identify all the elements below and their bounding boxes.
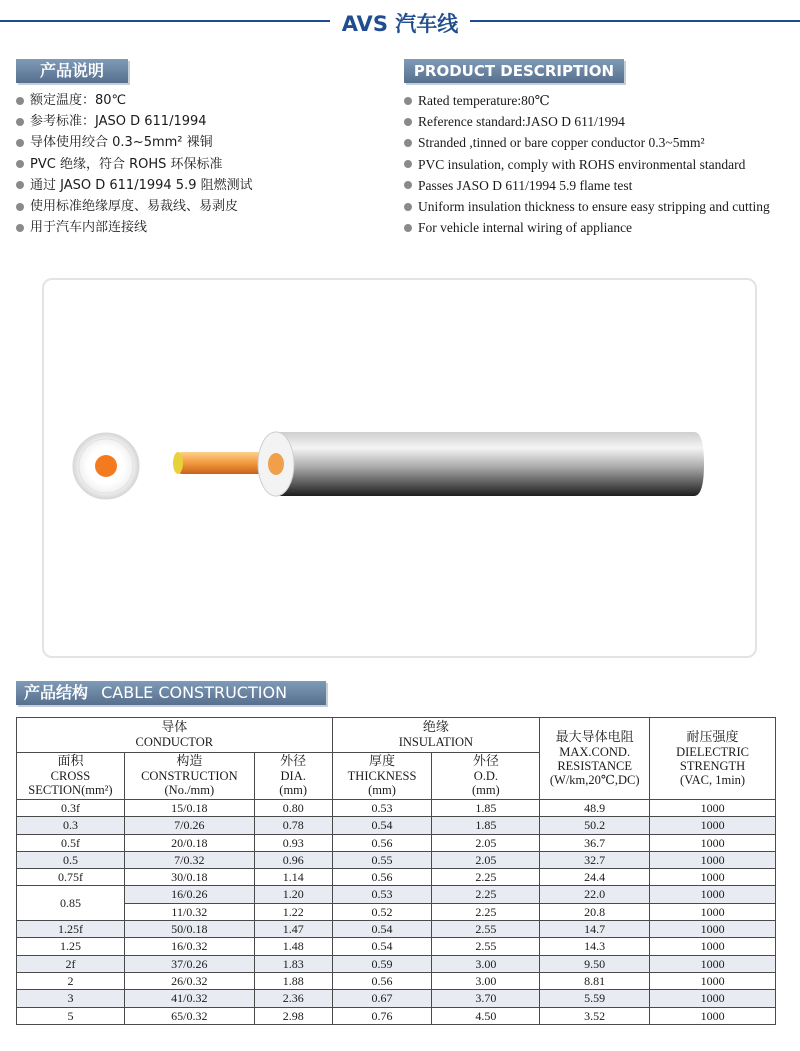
en-description-header: PRODUCT DESCRIPTION <box>404 59 624 83</box>
construction-header <box>16 681 326 705</box>
list-item: For vehicle internal wiring of appliance <box>404 217 770 238</box>
list-item: Uniform insulation thickness to ensure easy stripping and cutting <box>404 196 770 217</box>
bullet-icon <box>16 160 24 168</box>
resistance-header: 最大导体电阻 MAX.COND. RESISTANCE (W/km,20℃,DC) <box>540 718 650 800</box>
bullet-icon <box>16 118 24 126</box>
bullet-icon <box>16 97 24 105</box>
table-row: 0.85 16/0.26 1.20 0.53 2.25 22.0 1000 <box>17 886 776 903</box>
list-item: PVC 绝缘，符合 ROHS 环保标准 <box>16 154 253 175</box>
table-row: 11/0.32 1.22 0.52 2.25 20.8 1000 <box>17 903 776 920</box>
cn-description-header: 产品说明 <box>16 59 128 83</box>
bullet-icon <box>404 160 412 168</box>
table-row: 1.25 16/0.32 1.48 0.54 2.55 14.3 1000 <box>17 938 776 955</box>
table-row: 2 26/0.32 1.88 0.56 3.00 8.81 1000 <box>17 972 776 989</box>
list-item: 参考标准：JASO D 611/1994 <box>16 111 253 132</box>
conductor-group-header: 导体 CONDUCTOR <box>17 718 333 753</box>
list-item: 使用标准绝缘厚度、易裁线、易剥皮 <box>16 196 253 217</box>
bullet-icon <box>404 118 412 126</box>
construction-header-cn: 产品结构 <box>24 683 89 702</box>
list-item: Rated temperature:80℃ <box>404 90 770 111</box>
table-row: 0.5f 20/0.18 0.93 0.56 2.05 36.7 1000 <box>17 834 776 851</box>
bullet-icon <box>404 181 412 189</box>
bullet-icon <box>404 139 412 147</box>
table-header-row <box>17 718 776 753</box>
table-row: 5 65/0.32 2.98 0.76 4.50 3.52 1000 <box>17 1007 776 1024</box>
list-item: 导体使用绞合 0.3~5mm² 裸铜 <box>16 132 253 153</box>
bullet-icon <box>404 97 412 105</box>
list-item: Reference standard:JASO D 611/1994 <box>404 111 770 132</box>
table-row: 2f 37/0.26 1.83 0.59 3.00 9.50 1000 <box>17 955 776 972</box>
strength-header: 耐压强度 DIELECTRIC STRENGTH (VAC, 1min) <box>650 718 776 800</box>
bullet-icon <box>16 224 24 232</box>
od-column-header: 外径 O.D. (mm) <box>432 753 540 800</box>
insulation-group-header: 绝缘 INSULATION <box>332 718 540 753</box>
cable-illustration <box>44 280 755 656</box>
list-item: 用于汽车内部连接线 <box>16 217 253 238</box>
bullet-icon <box>404 203 412 211</box>
pvc-jacket <box>258 432 704 496</box>
table-row: 0.5 7/0.32 0.96 0.55 2.05 32.7 1000 <box>17 851 776 868</box>
list-item: Stranded ,tinned or bare copper conductor 0.3~5mm² <box>404 132 770 153</box>
table-row: 0.3f 15/0.18 0.80 0.53 1.85 48.9 1000 <box>17 800 776 817</box>
table-row: 0.75f 30/0.18 1.14 0.56 2.25 24.4 1000 <box>17 869 776 886</box>
bullet-icon <box>404 224 412 232</box>
list-item: Passes JASO D 611/1994 5.9 flame test <box>404 175 770 196</box>
table-row: 3 41/0.32 2.36 0.67 3.70 5.59 1000 <box>17 990 776 1007</box>
bullet-icon <box>16 139 24 147</box>
dia-column-header: 外径 DIA. (mm) <box>254 753 332 800</box>
cable-cross-section <box>73 433 139 499</box>
bullet-icon <box>16 203 24 211</box>
construction-header-en: CABLE CONSTRUCTION <box>101 683 288 702</box>
list-item: 额定温度：80℃ <box>16 90 253 111</box>
en-description-list <box>404 90 770 238</box>
bullet-icon <box>16 181 24 189</box>
page-title: AVS 汽车线 <box>341 12 459 36</box>
table-row: 1.25f 50/0.18 1.47 0.54 2.55 14.7 1000 <box>17 921 776 938</box>
section-column-header: 面积 CROSS SECTION(mm²) <box>17 753 125 800</box>
cn-description-list <box>16 90 253 238</box>
cable-construction-table <box>16 717 776 1025</box>
list-item: PVC insulation, comply with ROHS environmental standard <box>404 154 770 175</box>
table-row: 0.3 7/0.26 0.78 0.54 1.85 50.2 1000 <box>17 817 776 834</box>
list-item: 通过 JASO D 611/1994 5.9 阻燃测试 <box>16 175 253 196</box>
construction-column-header: 构造 CONSTRUCTION (No./mm) <box>124 753 254 800</box>
cable-image-frame <box>42 278 757 658</box>
thickness-column-header: 厚度 THICKNESS (mm) <box>332 753 432 800</box>
